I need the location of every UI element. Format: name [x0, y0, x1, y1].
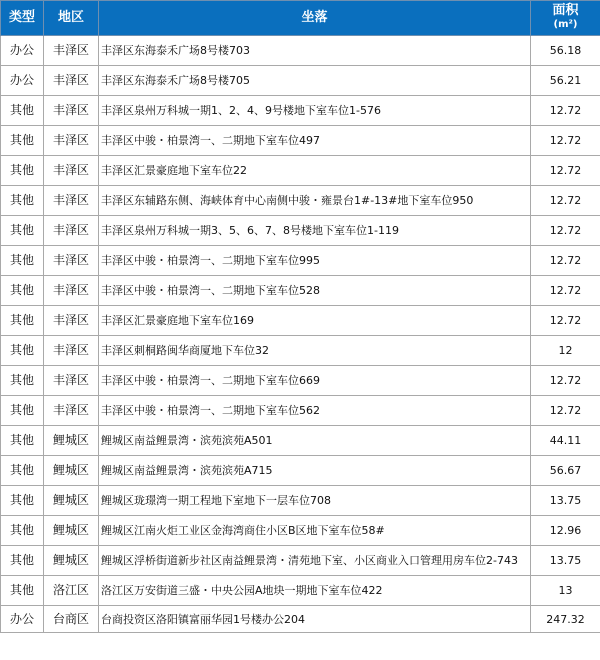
cell-location: 丰泽区中骏・柏景湾一、二期地下室车位995 [99, 246, 531, 276]
cell-location: 丰泽区中骏・柏景湾一、二期地下室车位528 [99, 276, 531, 306]
cell-location: 丰泽区泉州万科城一期3、5、6、7、8号楼地下室车位1-119 [99, 216, 531, 246]
cell-location: 丰泽区汇景豪庭地下室车位169 [99, 306, 531, 336]
header-area-label: 面积 [552, 3, 579, 18]
table-row [1, 516, 600, 546]
table-row [1, 96, 600, 126]
table-row [1, 606, 600, 633]
cell-type: 其他 [1, 156, 44, 186]
table-row [1, 186, 600, 216]
table-row [1, 216, 600, 246]
cell-type: 其他 [1, 576, 44, 606]
cell-district: 丰泽区 [44, 126, 99, 156]
header-row [1, 1, 600, 36]
cell-type: 其他 [1, 306, 44, 336]
header-area-unit: (m²) [553, 19, 578, 30]
cell-type: 办公 [1, 606, 44, 633]
cell-type: 其他 [1, 486, 44, 516]
cell-district: 丰泽区 [44, 276, 99, 306]
cell-type: 其他 [1, 516, 44, 546]
cell-district: 台商区 [44, 606, 99, 633]
table-row [1, 366, 600, 396]
cell-location: 丰泽区刺桐路闽华商厦地下车位32 [99, 336, 531, 366]
cell-area: 56.21 [531, 66, 600, 96]
table-row [1, 246, 600, 276]
cell-location: 鲤城区南益鲤景湾・滨苑滨苑A715 [99, 456, 531, 486]
cell-area: 13.75 [531, 486, 600, 516]
header-district: 地区 [44, 1, 99, 36]
cell-location: 台商投资区洛阳镇富丽华园1号楼办公204 [99, 606, 531, 633]
cell-type: 其他 [1, 456, 44, 486]
cell-area: 56.67 [531, 456, 600, 486]
cell-type: 其他 [1, 246, 44, 276]
cell-area: 13 [531, 576, 600, 606]
cell-district: 鲤城区 [44, 486, 99, 516]
cell-location: 丰泽区东辅路东侧、海峡体育中心南侧中骏・雍景台1#-13#地下室车位950 [99, 186, 531, 216]
cell-type: 其他 [1, 426, 44, 456]
cell-type: 其他 [1, 336, 44, 366]
table-row [1, 156, 600, 186]
cell-location: 丰泽区中骏・柏景湾一、二期地下室车位562 [99, 396, 531, 426]
cell-district: 丰泽区 [44, 186, 99, 216]
cell-district: 鲤城区 [44, 426, 99, 456]
cell-district: 丰泽区 [44, 306, 99, 336]
cell-type: 办公 [1, 36, 44, 66]
cell-area: 12.72 [531, 276, 600, 306]
table-row [1, 396, 600, 426]
table-row [1, 66, 600, 96]
cell-district: 丰泽区 [44, 66, 99, 96]
cell-district: 鲤城区 [44, 546, 99, 576]
cell-location: 鲤城区南益鲤景湾・滨苑滨苑A501 [99, 426, 531, 456]
cell-type: 其他 [1, 276, 44, 306]
cell-location: 洛江区万安街道三盛・中央公园A地块一期地下室车位422 [99, 576, 531, 606]
cell-district: 丰泽区 [44, 336, 99, 366]
header-location: 坐落 [99, 1, 531, 36]
cell-district: 丰泽区 [44, 246, 99, 276]
cell-area: 12.96 [531, 516, 600, 546]
cell-area: 12 [531, 336, 600, 366]
cell-type: 其他 [1, 126, 44, 156]
cell-area: 12.72 [531, 186, 600, 216]
cell-district: 鲤城区 [44, 456, 99, 486]
cell-district: 丰泽区 [44, 96, 99, 126]
cell-district: 洛江区 [44, 576, 99, 606]
table-row [1, 486, 600, 516]
cell-type: 其他 [1, 366, 44, 396]
header-type: 类型 [1, 1, 44, 36]
cell-type: 其他 [1, 546, 44, 576]
cell-location: 丰泽区中骏・柏景湾一、二期地下室车位669 [99, 366, 531, 396]
cell-district: 鲤城区 [44, 516, 99, 546]
cell-location: 丰泽区东海泰禾广场8号楼703 [99, 36, 531, 66]
cell-area: 13.75 [531, 546, 600, 576]
cell-area: 12.72 [531, 96, 600, 126]
cell-type: 其他 [1, 186, 44, 216]
table-row [1, 306, 600, 336]
cell-location: 鲤城区江南火炬工业区金海湾商住小区B区地下室车位58# [99, 516, 531, 546]
cell-location: 丰泽区汇景豪庭地下室车位22 [99, 156, 531, 186]
cell-type: 其他 [1, 96, 44, 126]
cell-area: 12.72 [531, 396, 600, 426]
cell-type: 办公 [1, 66, 44, 96]
cell-location: 丰泽区东海泰禾广场8号楼705 [99, 66, 531, 96]
table-row [1, 276, 600, 306]
cell-area: 12.72 [531, 306, 600, 336]
cell-location: 丰泽区泉州万科城一期1、2、4、9号楼地下室车位1-576 [99, 96, 531, 126]
table-row [1, 336, 600, 366]
cell-area: 12.72 [531, 366, 600, 396]
header-area [531, 1, 600, 36]
cell-district: 丰泽区 [44, 366, 99, 396]
cell-type: 其他 [1, 396, 44, 426]
cell-area: 12.72 [531, 216, 600, 246]
table-row [1, 36, 600, 66]
cell-district: 丰泽区 [44, 396, 99, 426]
cell-type: 其他 [1, 216, 44, 246]
cell-area: 247.32 [531, 606, 600, 633]
cell-area: 44.11 [531, 426, 600, 456]
cell-area: 56.18 [531, 36, 600, 66]
cell-area: 12.72 [531, 156, 600, 186]
cell-district: 丰泽区 [44, 156, 99, 186]
table-row [1, 576, 600, 606]
cell-district: 丰泽区 [44, 216, 99, 246]
table-row [1, 426, 600, 456]
cell-location: 鲤城区浮桥街道新步社区南益鲤景湾・清苑地下室、小区商业入口管理用房车位2-743 [99, 546, 531, 576]
cell-district: 丰泽区 [44, 36, 99, 66]
table-row [1, 546, 600, 576]
cell-location: 鲤城区珑璟湾一期工程地下室地下一层车位708 [99, 486, 531, 516]
table-row [1, 456, 600, 486]
cell-location: 丰泽区中骏・柏景湾一、二期地下室车位497 [99, 126, 531, 156]
cell-area: 12.72 [531, 246, 600, 276]
table-row [1, 126, 600, 156]
cell-area: 12.72 [531, 126, 600, 156]
